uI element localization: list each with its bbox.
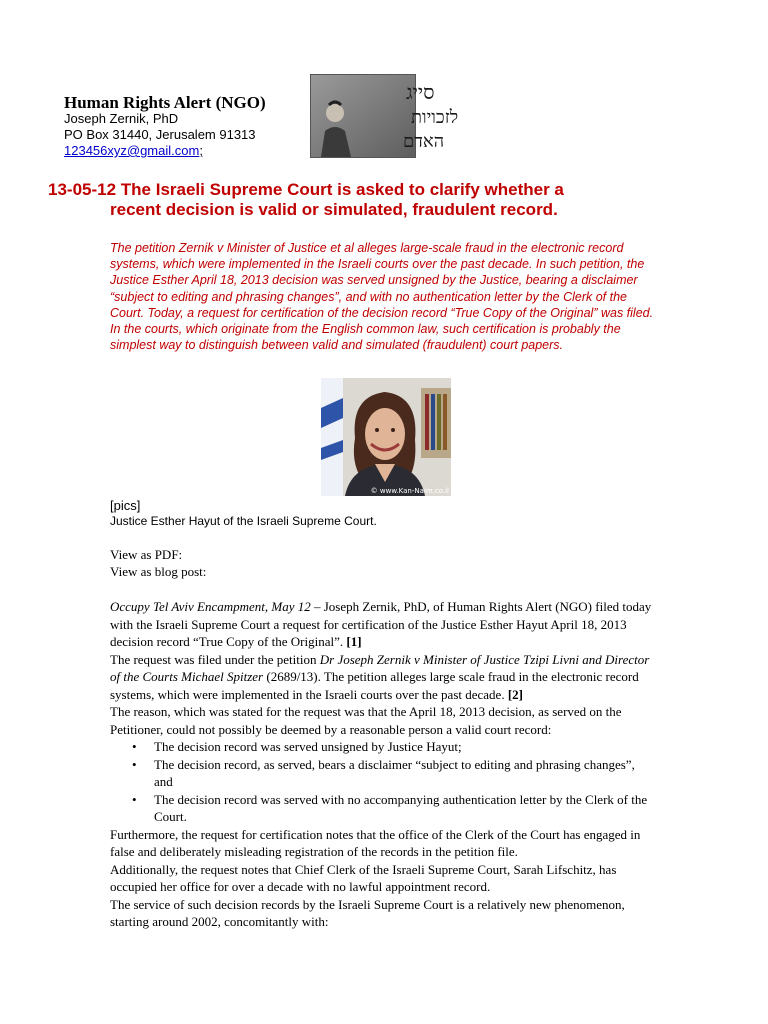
org-title: Human Rights Alert (NGO) <box>64 93 266 112</box>
paragraph-3: The reason, which was stated for the request was that the April 18, 2013 decision, as served on the Petitioner, could not possibly be deemed by a reasonable person a valid court record: <box>110 704 622 737</box>
list-item: • The decision record was served with no accompanying authentication letter by the Clerk of the Court. <box>154 791 655 826</box>
paragraph-6: The service of such decision records by the Israeli Supreme Court is a relatively new phenomenon, starting around 2002, concomitantly with: <box>110 896 625 929</box>
author-name: Joseph Zernik, PhD <box>64 111 179 126</box>
email-link[interactable]: 123456xyz@gmail.com <box>64 143 200 158</box>
email-link-wrapper[interactable] <box>64 143 203 159</box>
headline-line-2: recent decision is valid or simulated, fraudulent record. <box>110 200 558 219</box>
headline <box>48 180 648 220</box>
photo-credit: © www.Kan-Naim.co.il <box>370 487 449 495</box>
paragraph-1-text: – Joseph Zernik, PhD, of Human Rights Alert (NGO) filed today with the Israeli Supreme Court a request for certification of the Justice Esther Hayut April 18, 2013 decision record “True Copy of the Original”. <box>110 599 652 649</box>
justice-photo <box>321 378 451 496</box>
summary-paragraph: The petition Zernik v Minister of Justice et al alleges large-scale fraud in the electronic record systems, which were implemented in the Israeli courts over the past decade. In such petition, the Justice Esther April 18, 2013 decision was served unsigned by the Justice, bearing a disclaimer “subject to editing and phrasing changes”, and with no authentication letter by the Clerk of the Court. Today, a request for certification of the decision record “True Copy of the Original” was filed. In the courts, which originate from the English common law, such certification is probably the simplest way to distinguish between valid and simulated (fraudulent) court papers. <box>110 241 654 353</box>
list-item: • The decision record, as served, bears a disclaimer “subject to editing and phrasing changes”, and <box>154 756 655 791</box>
paragraph-5: Additionally, the request notes that Chief Clerk of the Israeli Supreme Court, Sarah Lifschitz, has occupied her office for over a decade with no lawful appointment record. <box>110 861 617 894</box>
paragraph-1 <box>110 598 655 651</box>
paragraph-2-text-b: (2689/13). The petition alleges large scale fraud in the electronic record systems, which were implemented in the Israeli courts over the past decade. <box>110 669 639 702</box>
email-separator: ; <box>199 143 203 158</box>
headline-line-1: 13-05-12 The Israeli Supreme Court is asked to clarify whether a <box>48 180 564 199</box>
dateline: Occupy Tel Aviv Encampment, May 12 <box>110 599 311 614</box>
ngo-logo <box>310 74 459 158</box>
footnote-ref-2[interactable]: [2] <box>507 686 523 702</box>
logo-text-1: סייג <box>406 80 435 104</box>
paragraph-2-text-a: The request was filed under the petition <box>110 651 320 667</box>
article-body <box>110 598 655 931</box>
photo-caption: Justice Esther Hayut of the Israeli Supreme Court. <box>110 514 377 528</box>
view-as-pdf-link[interactable]: View as PDF: <box>110 547 183 562</box>
footnote-ref-1[interactable]: [1] <box>346 634 362 649</box>
postal-address: PO Box 31440, Jerusalem 91313 <box>64 127 256 142</box>
logo-text-3: האדם <box>403 131 445 152</box>
pics-label: [pics] <box>110 498 141 513</box>
reasons-list <box>110 738 655 826</box>
paragraph-4: Furthermore, the request for certification notes that the office of the Clerk of the Court has engaged in false and deliberately misleading registration of the records in the petition file. <box>110 826 641 859</box>
list-item: • The decision record was served unsigned by Justice Hayut; <box>154 738 655 756</box>
petition-title: Dr Joseph Zernik v Minister of Justice Tzipi Livni and Director of the Courts Michael Spitzer <box>110 651 650 684</box>
logo-text-2: לזכויות <box>411 107 459 128</box>
paragraph-2 <box>110 651 655 704</box>
view-as-blog-link[interactable]: View as blog post: <box>110 564 207 579</box>
